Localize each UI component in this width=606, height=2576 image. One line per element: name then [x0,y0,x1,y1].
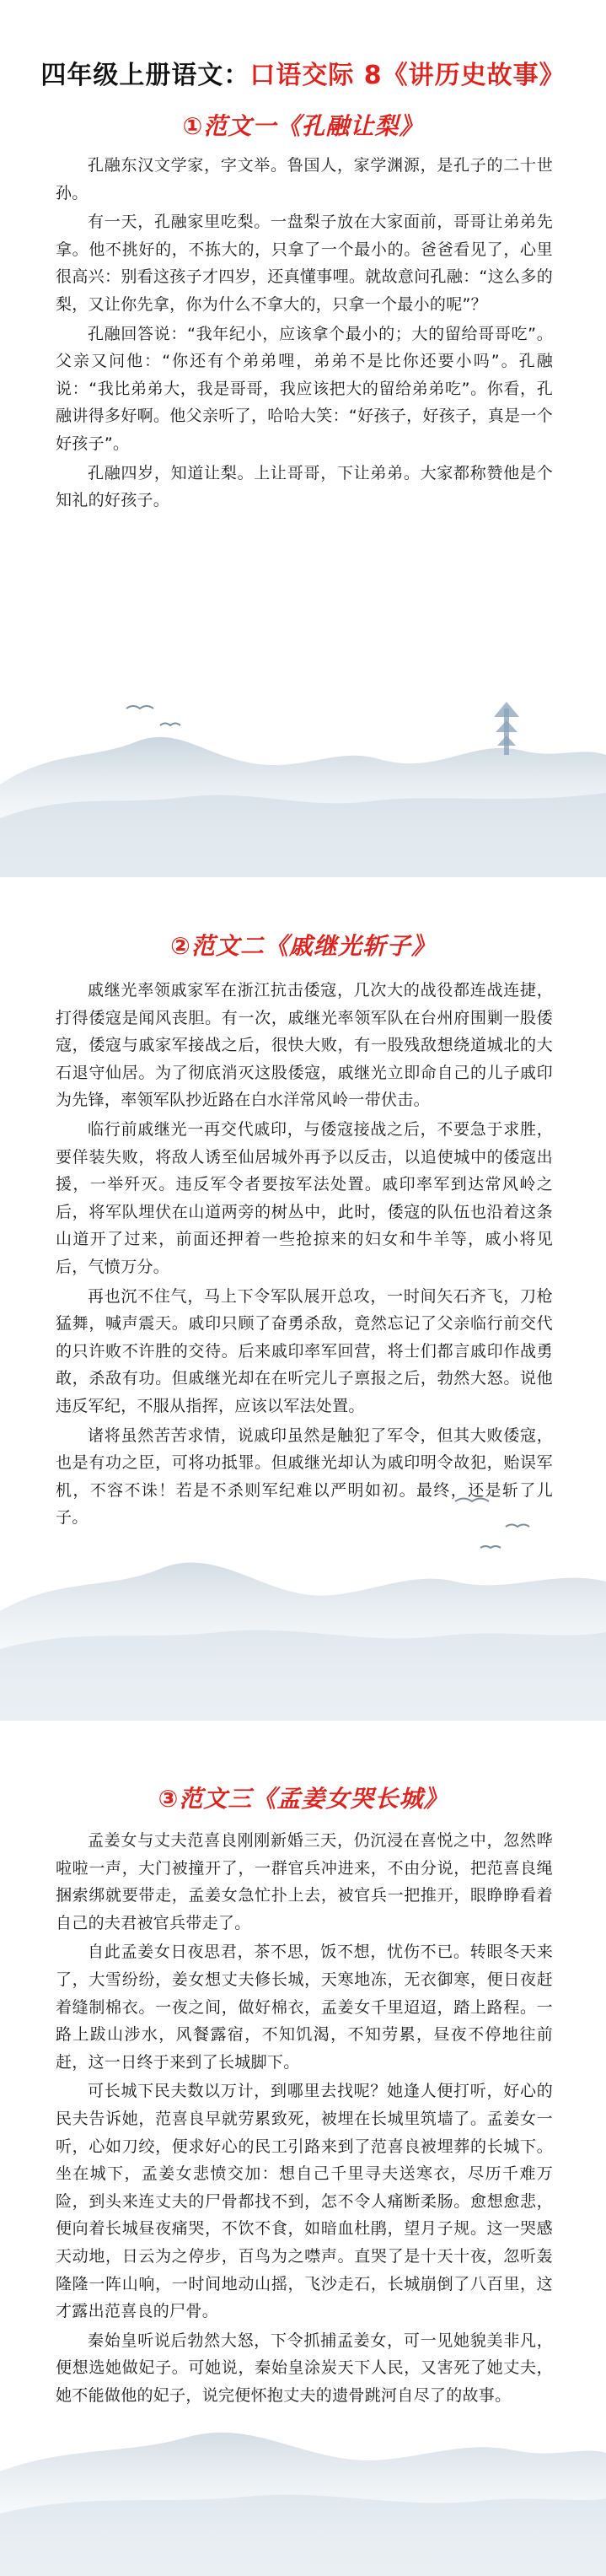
paragraph: 再也沉不住气，马上下令军队展开总攻，一时间矢石齐飞，刀枪猛舞，喊声震天。戚印只顾了奋勇杀敌，竟然忘记了父亲临行前交代的只许败不许胜的交待。后来戚印率军回营，将士们都言戚印作战勇敢，杀敌有功。但戚继光却在在听完儿子禀报之后，勃然大怒。说他违反军纪，不服从指挥，应该以军法处置。 [56,1286,553,1415]
paragraph: 自此孟姜女日夜思君，茶不思，饭不想，忧伤不已。转眼冬天来了，大雪纷纷，姜女想丈夫修长城，天寒地冻，无衣御寒，便日夜赶着缝制棉衣。一夜之间，做好棉衣，孟姜女千里迢迢，踏上路程。一路上跋山涉水，风餐露宿，不知饥渴，不知劳累，昼夜不停地往前赶，这一日终于来到了长城脚下。 [56,1943,553,2072]
section-body-2 [56,977,553,1533]
paragraph: 临行前戚继光一再交代戚印，与倭寇接战之后，不要急于求胜，要佯装失败，将敌人诱至仙居城外再予以反击，以追使城中的倭寇出援，一举歼灭。违反军令者要按军法处置。戚印率军到达常风岭之后，将军队埋伏在山道两旁的树丛中，此时，倭寇的队伍也沿着这条山道开了过来，前面还押着一些抢掠来的妇女和牛羊等，戚小将见后，气愤万分。 [56,1119,553,1276]
page-title [0,54,606,91]
section-body-1 [56,152,553,516]
title-prefix: 四年级上册语文： [40,61,250,90]
paragraph: 有一天，孔融家里吃梨。一盘梨子放在大家面前，哥哥让弟弟先拿。他不挑好的，不拣大的，只拿了一个最小的。爸爸看见了，心里很高兴：别看这孩子才四岁，还真懂事哩。就故意问孔融：“这么多的梨，又让你先拿，你为什么不拿大的，只拿一个最小的呢”？ [56,213,553,314]
paragraph: 可长城下民夫数以万计，到哪里去找呢？她逢人便打听，好心的民夫告诉她，范喜良早就劳累致死，被埋在长城里筑墙了。孟姜女一听，心如刀绞，便求好心的民工引路来到了范喜良被埋葬的长城下。坐在城下，孟姜女悲愤交加：想自己千里寻夫送寒衣，尽历千难万险，到头来连丈夫的尸骨都找不到，怎不令人痛断柔肠。愈想愈悲，便向着长城昼夜痛哭，不饮不食，如暗血杜鹃，望月子规。这一哭感天动地，日云为之停步，百鸟为之噤声。直哭了是十天十夜，忽听轰隆隆一阵山响，一时间地动山摇，飞沙走石，长城崩倒了八百里，这才露出范喜良的尸骨。 [56,2082,553,2321]
paragraph: 孔融东汉文学家，字文举。鲁国人，家学渊源，是孔子的二十世孙。 [56,156,553,202]
section-heading-2: ②范文二《戚继光斩子》 [170,932,436,960]
section-heading-3: ③范文三《孟姜女哭长城》 [158,1785,448,1813]
title-highlight: 口语交际 8《讲历史故事》 [249,61,566,90]
paragraph: 戚继光率领戚家军在浙江抗击倭寇，几次大的战役都连战连捷，打得倭寇是闻风丧胆。有一次，戚继光率领军队在台州府围剿一股倭寇，倭寇与戚家军接战之后，很快大败，有一股残敌想绕道城北的大石退守仙居。为了彻底消灭这股倭寇，戚继光立即命自己的儿子戚印为先锋，率领军队抄近路在白水洋常风岭一带伏击。 [56,981,553,1110]
paragraph: 秦始皇听说后勃然大怒，下令抓捕孟姜女，可一见她貌美非凡，便想选她做妃子。可她说，秦始皇涂炭天下人民，又害死了她丈夫，她不能做他的妃子，说完便怀抱丈夫的遗骨跳河自尽了的故事。 [56,2331,553,2405]
paragraph: 孟姜女与丈夫范喜良刚刚新婚三天，仍沉浸在喜悦之中，忽然哗啦啦一声，大门被撞开了，一群官兵冲进来，不由分说，把范喜良绳捆索绑就要带走，孟姜女急忙扑上去，被官兵一把推开，眼睁睁看着自己的夫君被官兵带走了。 [56,1831,553,1932]
ink-mountain-decoration-2 [0,1468,606,1721]
ink-mountain-decoration-1 [0,658,606,877]
section-heading-1: ①范文一《孔融让梨》 [182,112,424,140]
paragraph: 孔融四岁，知道让梨。上让哥哥，下让弟弟。大家都称赞他是个知礼的好孩子。 [56,463,553,510]
ink-mountain-decoration-3 [0,2277,606,2576]
paragraph: 孔融回答说：“我年纪小，应该拿个最小的；大的留给哥哥吃”。父亲又问他：“你还有个弟弟哩，弟弟不是比你还要小吗”。孔融说：“我比弟弟大，我是哥哥，我应该把大的留给弟弟吃”。你看，孔融讲得多好啊。他父亲听了，哈哈大笑：“好孩子，好孩子，真是一个好孩子”。 [56,324,553,453]
paragraph: 诸将虽然苦苦求情，说戚印虽然是触犯了军令，但其大败倭寇，也是有功之臣，可将功抵罪。但戚继光却认为戚印明令故犯，贻误军机，不容不诛！若是不杀则军纪难以严明如初。最终，还是斩了儿子。 [56,1425,553,1528]
